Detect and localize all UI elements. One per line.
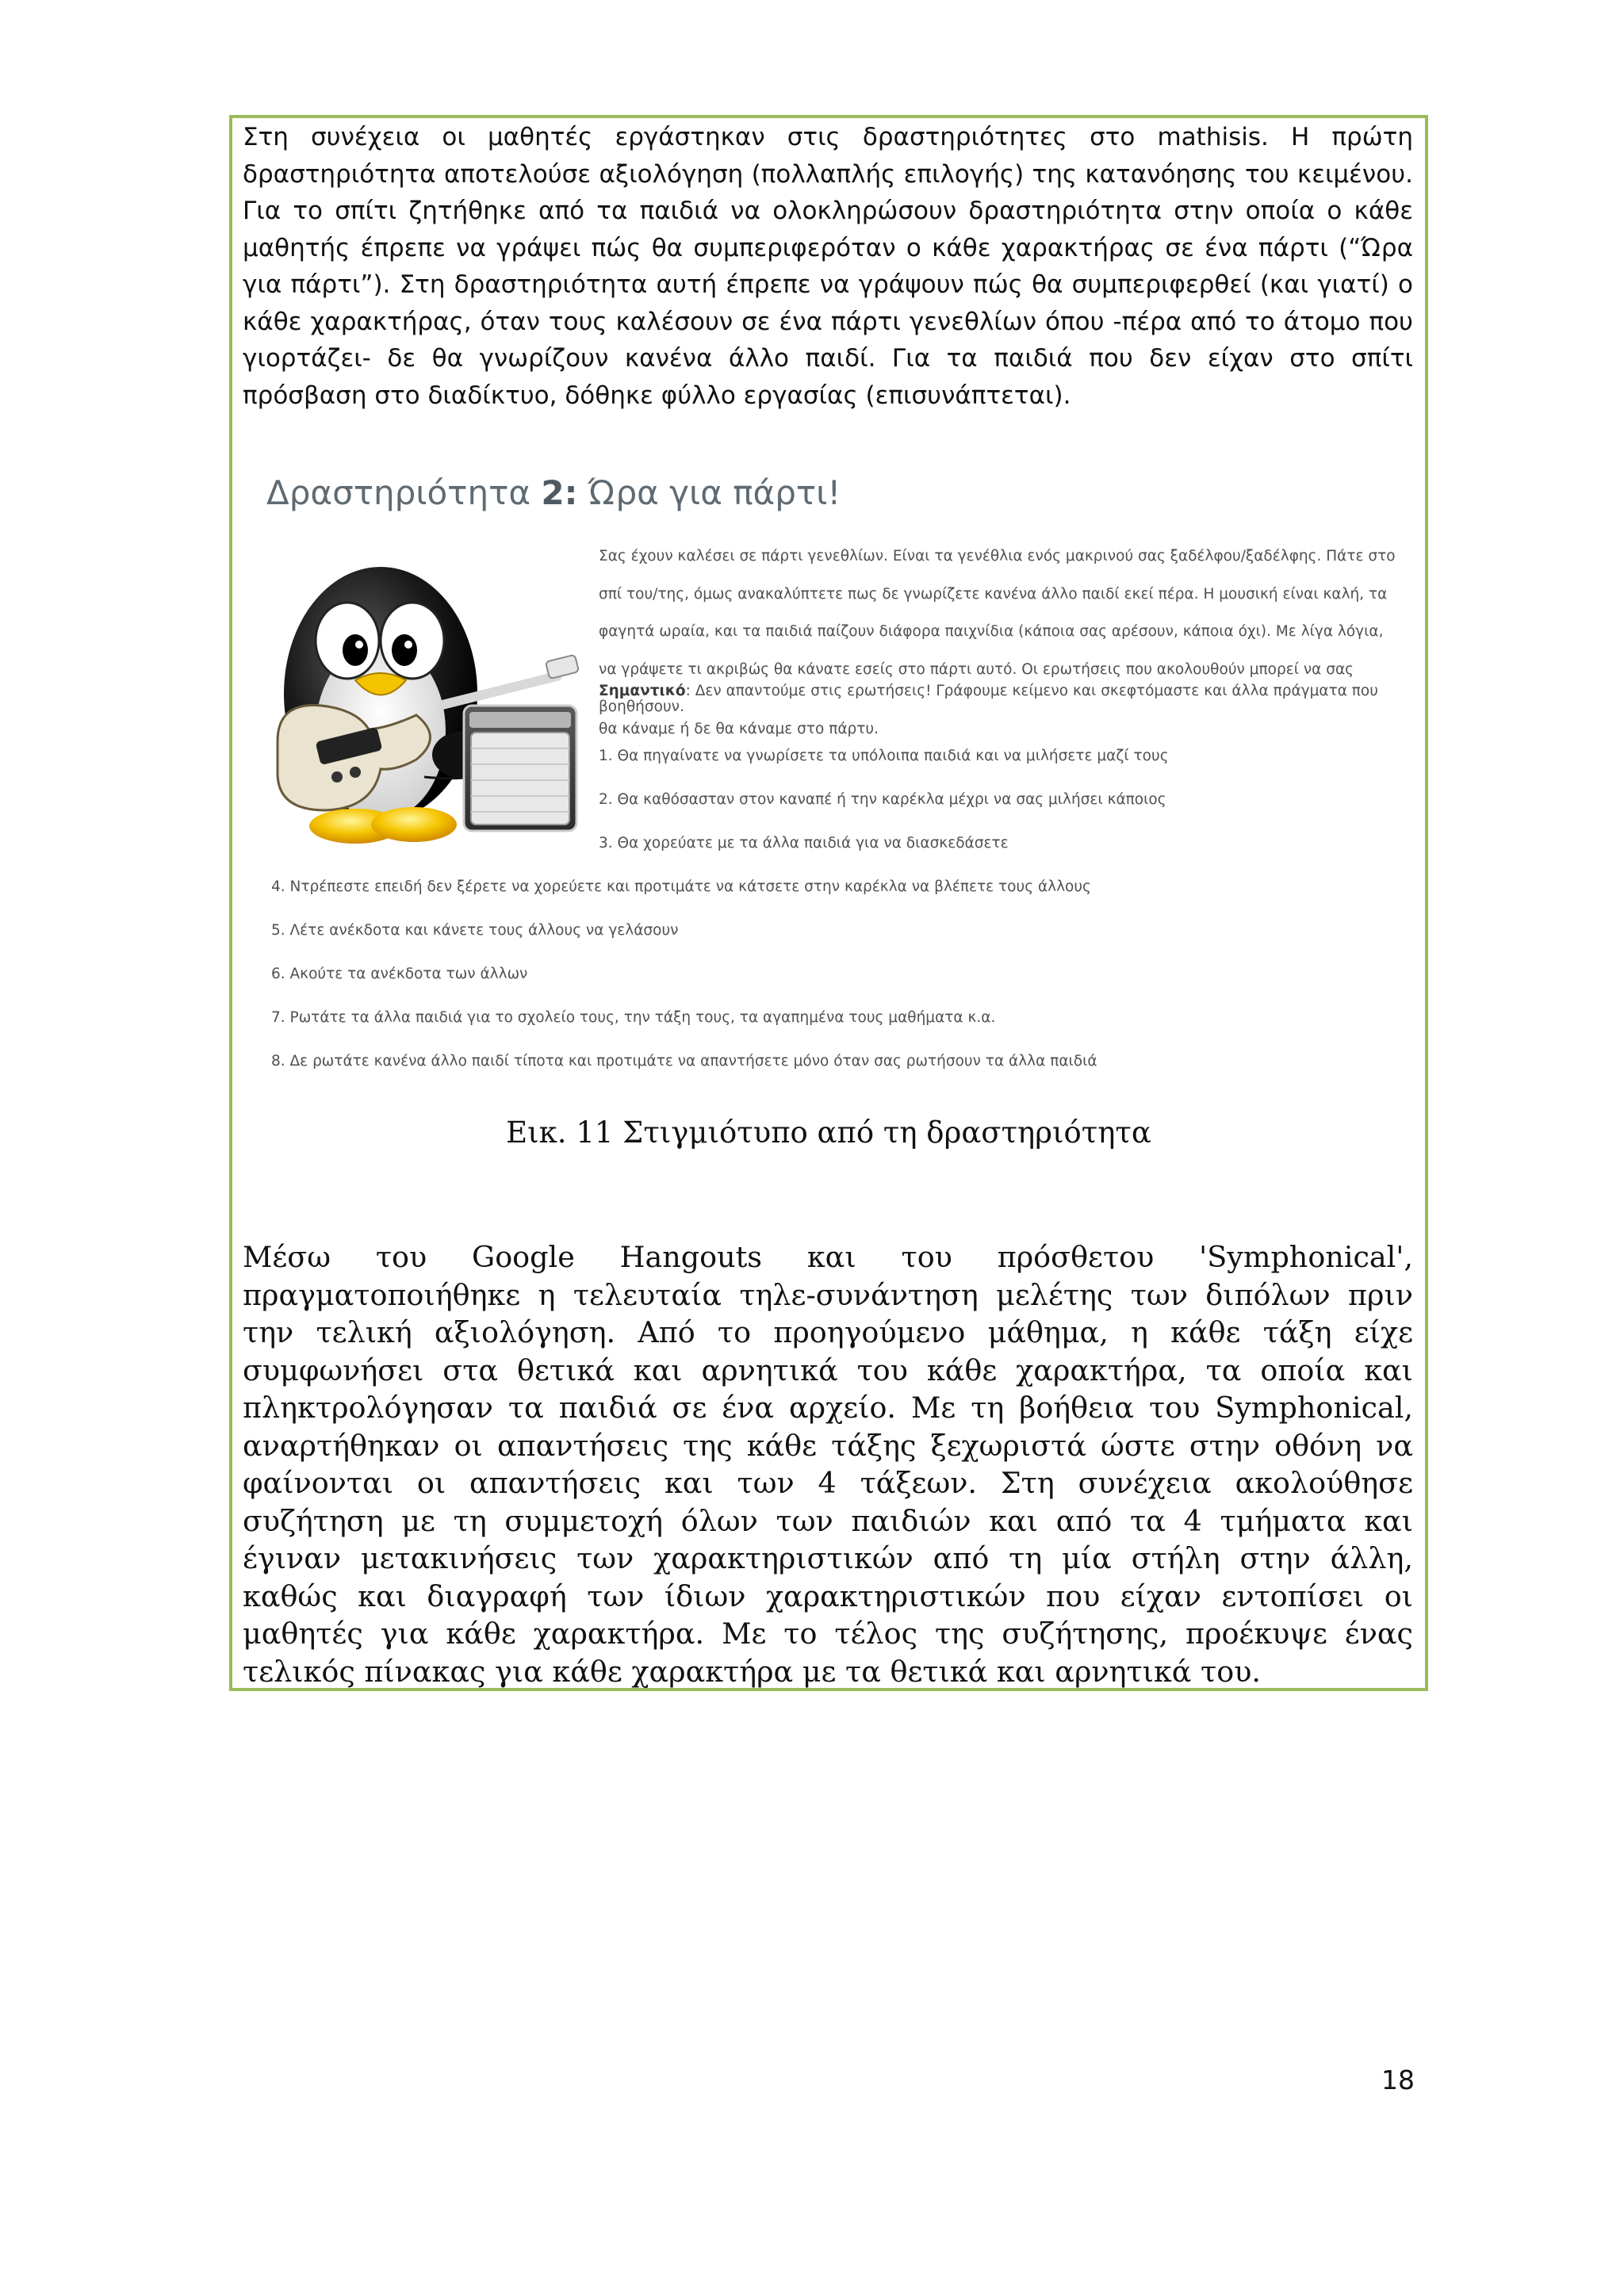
- question-item: 3. Θα χορεύατε με τα άλλα παιδιά για να διασκεδάσετε: [599, 835, 1009, 851]
- note-text: : Δεν απαντούμε στις ερωτήσεις! Γράφουμε κείμενο και σκεφτόμαστε και άλλα πράγματα που θα κάναμε ή δε θα κάναμε στο πάρτυ.: [599, 683, 1378, 737]
- figure-caption: Εικ. 11 Στιγμιότυπο από τη δραστηριότητα: [506, 1115, 1151, 1150]
- body-paragraph: Μέσω του Google Hangouts και του πρόσθετου 'Symphonical', πραγματοποιήθηκε η τελευταία τηλε-συνάντηση μελέτης των διπόλων πριν την τελική αξιολόγηση. Από το προηγούμενο μάθημα, η κάθε τάξη είχε συμφωνήσει στα θετικά και αρνητικά του κάθε χαρακτήρα, τα οποία και πληκτρολόγησαν τα παιδιά σε ένα αρχείο. Με τη βοήθεια του Symphonical, αναρτήθηκαν οι απαντήσεις της κάθε τάξης ξεχωριστά ώστε στην οθόνη να φαίνονται οι απαντήσεις και των 4 τάξεων. Στη συνέχεια ακολούθησε συζήτηση με τη συμμετοχή όλων των παιδιών και από τα 4 τμήματα και έγιναν μετακινήσεις των χαρακτηριστικών από τη μία στήλη στην άλλη, καθώς και διαγραφή των ίδιων χαρακτηριστικών που είχαν εντοπίσει οι μαθητές για κάθε χαρακτήρα. Με το τέλος της συζήτησης, προέκυψε ένας τελικός πίνακας για κάθε χαρακτήρα με τα θετικά και αρνητικά του.: [243, 1240, 1413, 1689]
- activity-title-number: 2:: [541, 473, 578, 512]
- question-item: 4. Ντρέπεστε επειδή δεν ξέρετε να χορεύετε και προτιμάτε να κάτσετε στην καρέκλα να βλέπετε τους άλλους: [271, 878, 1091, 895]
- question-item: 6. Ακούτε τα ανέκδοτα των άλλων: [271, 966, 528, 982]
- question-item: 7. Ρωτάτε τα άλλα παιδιά για το σχολείο τους, την τάξη τους, τα αγαπημένα τους μαθήματα κ.α.: [271, 1009, 996, 1026]
- activity-title-prefix: Δραστηριότητα: [266, 473, 542, 512]
- question-item: 8. Δε ρωτάτε κανένα άλλο παιδί τίποτα και προτιμάτε να απαντήσετε μόνο όταν σας ρωτήσουν τα άλλα παιδιά: [271, 1053, 1097, 1070]
- activity-note: [599, 672, 1392, 748]
- note-label: Σημαντικό: [599, 683, 686, 699]
- penguin-guitar-illustration: [262, 547, 579, 848]
- page-number: 18: [1381, 2064, 1415, 2095]
- question-item: 5. Λέτε ανέκδοτα και κάνετε τους άλλους να γελάσουν: [271, 922, 679, 939]
- activity-title-suffix: Ώρα για πάρτι!: [577, 473, 841, 512]
- intro-paragraph: Στη συνέχεια οι μαθητές εργάστηκαν στις δραστηριότητες στο mathisis. Η πρώτη δραστηριότητα αποτελούσε αξιολόγηση (πολλαπλής επιλογής) της κατανόησης του κειμένου. Για το σπίτι ζητήθηκε από τα παιδιά να ολοκληρώσουν δραστηριότητα στην οποία ο κάθε μαθητής έπρεπε να γράψει πώς θα συμπεριφερόταν ο κάθε χαρακτήρας σε ένα πάρτι (“Ώρα για πάρτι”). Στη δραστηριότητα αυτή έπρεπε να γράψουν πώς θα συμπεριφερθεί (και γιατί) ο κάθε χαρακτήρας, όταν τους καλέσουν σε ένα πάρτι γενεθλίων όπου -πέρα από το άτομο που γιορτάζει- δε θα γνωρίζουν κανένα άλλο παιδί. Για τα παιδιά που δεν είχαν στο σπίτι πρόσβαση στο διαδίκτυο, δόθηκε φύλλο εργασίας (επισυνάπτεται).: [243, 123, 1413, 410]
- activity-screenshot: [262, 456, 1404, 1098]
- question-item: 1. Θα πηγαίνατε να γνωρίσετε τα υπόλοιπα παιδιά και να μιλήσετε μαζί τους: [599, 748, 1169, 764]
- activity-title: [266, 473, 841, 512]
- activity-intro-text: Σας έχουν καλέσει σε πάρτι γενεθλίων. Είναι τα γενέθλια ενός μακρινού σας ξαδέλφου/ξαδέλφης. Πάτε στο σπί του/της, όμως ανακαλύπτετε πως δε γνωρίζετε κανένα άλλο παιδί εκεί πέρα. Η μουσική είναι καλή, τα φαγητά ωραία, και τα παιδιά παίζουν διάφορα παιχνίδια (κάποια σας αρέσουν, κάποια όχι). Με λίγα λόγια, να γράψετε τι ακριβώς θα κάνατε εσείς στο πάρτι αυτό. Οι ερωτήσεις που ακολουθούν μπορεί να σας βοηθήσουν.: [599, 548, 1396, 715]
- question-item: 2. Θα καθόσασταν στον καναπέ ή την καρέκλα μέχρι να σας μιλήσει κάποιος: [599, 791, 1166, 808]
